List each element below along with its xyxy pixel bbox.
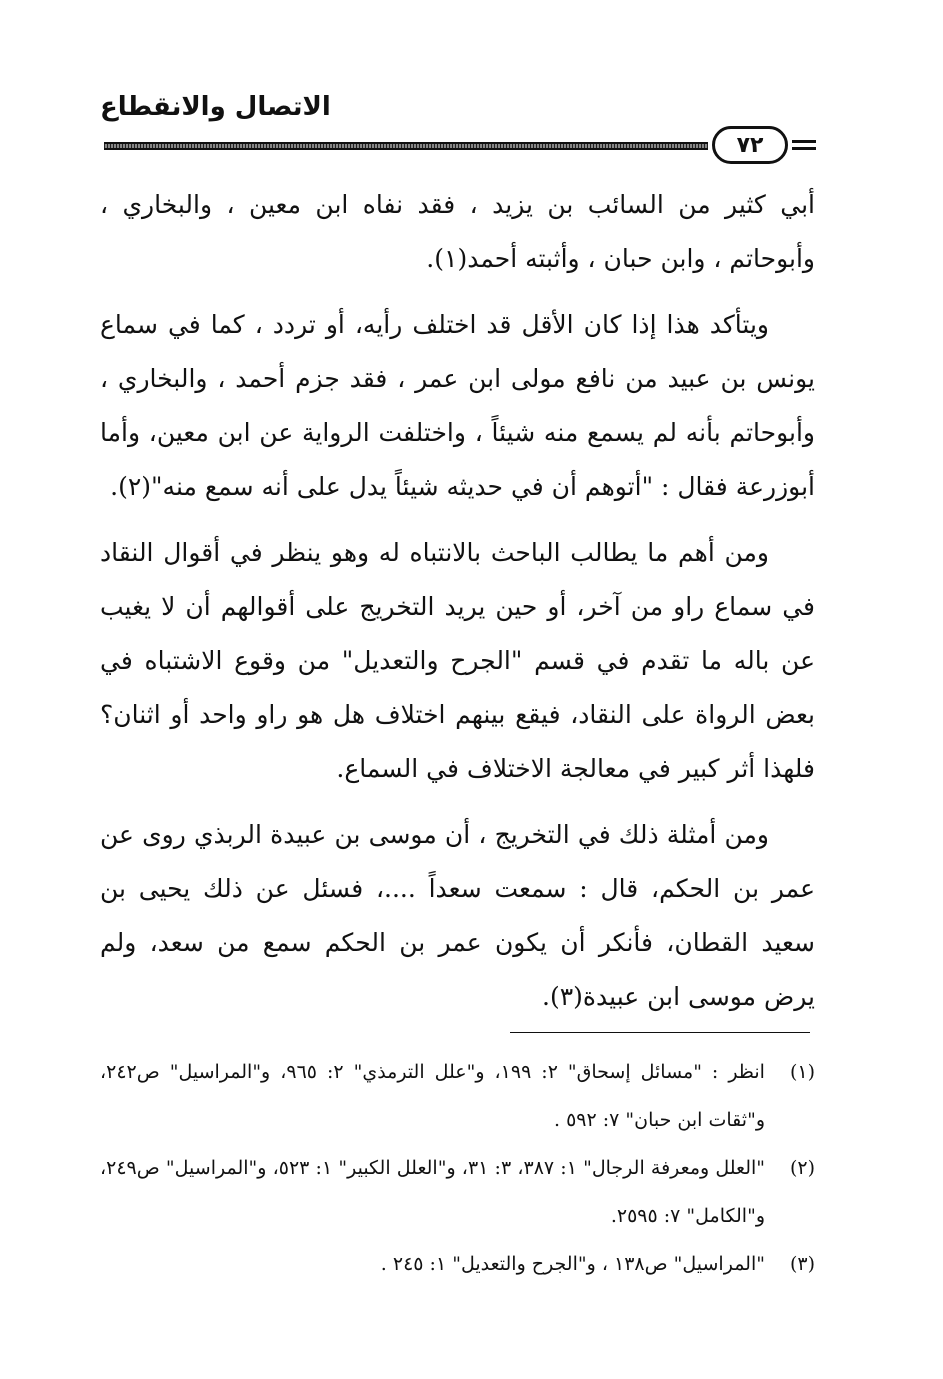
paragraph: ومن أهم ما يطالب الباحث بالانتباه له وهو ينظر في أقوال النقاد في سماع راو من آخر، أو حين يريد التخريج على أقوالهم أن لا يغيب عن باله ما تقدم في قسم "الجرح والتعديل" من وقوع الاشتباه في بعض الرواة على النقاد، فيقع بينهم اختلاف هل هو راو واحد أو اثنان؟ فلهذا أثر كبير في معالجة الاختلاف في السماع.	[100, 538, 815, 783]
paragraph: أبي كثير من السائب بن يزيد ، فقد نفاه ابن معين ، والبخاري ، وأبوحاتم ، وابن حبان ، وأثبته أحمد(١).	[100, 190, 815, 273]
footnote-text: "المراسيل" ص١٣٨ ، و"الجرح والتعديل" ١: ٢٤٥ .	[380, 1253, 765, 1275]
header-rule-tick	[792, 140, 816, 150]
footnote	[100, 1048, 815, 1144]
footnote-number: (٢)	[789, 1157, 815, 1179]
footnote-text: "العلل ومعرفة الرجال" ١: ٣٨٧، ٣: ٣١، و"العلل الكبير" ١: ٥٢٣، و"المراسيل" ص٢٤٩، و"الكامل" ٧: ٢٥٩٥.	[100, 1157, 766, 1227]
paragraph: ومن أمثلة ذلك في التخريج ، أن موسى بن عبيدة الربذي روى عن عمر بن الحكم، قال : سمعت سعداً ....، فسئل عن ذلك يحيى بن سعيد القطان، فأنكر أن يكون عمر بن الحكم سمع من سعد، ولم يرض موسى ابن عبيدة(٣).	[100, 820, 815, 1011]
footnotes	[100, 1048, 815, 1288]
header-rule	[104, 142, 708, 150]
page-number-badge: ٧٢	[712, 126, 788, 164]
footnote	[100, 1144, 815, 1240]
footnote-number: (٣)	[789, 1253, 815, 1275]
footnote-number: (١)	[789, 1061, 815, 1083]
footnote	[100, 1240, 815, 1288]
footnote-text: انظر : "مسائل إسحاق" ٢: ١٩٩، و"علل الترمذي" ٢: ٩٦٥، و"المراسيل" ص٢٤٢، و"ثقات ابن حبان" ٧: ٥٩٢ .	[100, 1061, 765, 1131]
main-text	[100, 178, 815, 1036]
paragraph: ويتأكد هذا إذا كان الأقل قد اختلف رأيه، أو تردد ، كما في سماع يونس بن عبيد من نافع مولى ابن عمر ، فقد جزم أحمد ، والبخاري ، وأبوحاتم بأنه لم يسمع منه شيئاً ، واختلفت الرواية عن ابن معين، وأما أبوزرعة فقال : "أتوهم أن في حديثه شيئاً يدل على أنه سمع منه"(٢).	[100, 310, 815, 501]
footnote-divider	[510, 1032, 810, 1033]
running-header-title: الاتصال والانقطاع	[100, 92, 331, 122]
